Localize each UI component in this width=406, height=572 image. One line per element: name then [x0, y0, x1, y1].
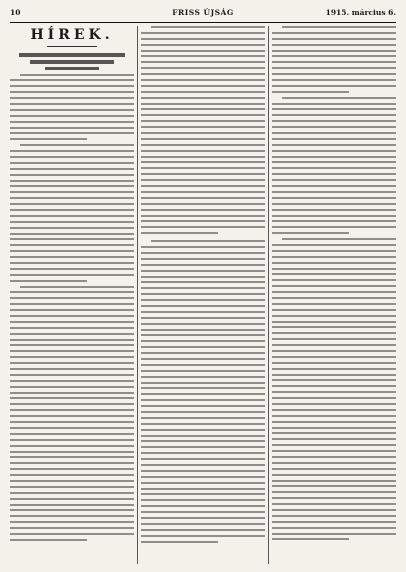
column-right — [272, 26, 396, 564]
column-divider — [268, 26, 269, 564]
issue-date: 1915. március 6. — [325, 8, 396, 17]
page-number: 10 — [10, 8, 21, 17]
article-heading — [10, 53, 134, 70]
newspaper-name: FRISS ÚJSÁG — [172, 8, 234, 17]
column-divider — [137, 26, 138, 564]
section-rule — [47, 46, 97, 47]
column-left — [10, 26, 134, 564]
article-body — [10, 74, 134, 541]
page-header — [10, 6, 396, 20]
column-middle — [141, 26, 265, 564]
section-title: HÍREK. — [30, 27, 114, 43]
header-rule — [10, 22, 396, 23]
article-body — [141, 26, 265, 543]
article-body — [272, 26, 396, 540]
